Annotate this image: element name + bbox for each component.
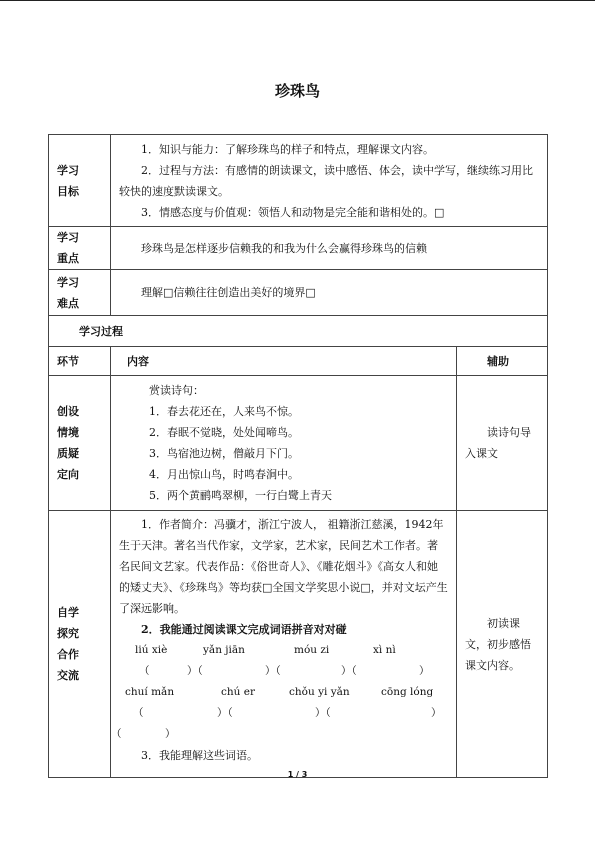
column-header-content: 内容 bbox=[111, 347, 457, 376]
task-pinyin: 2．我能通过阅读课文完成词语拼音对对碰 bbox=[141, 623, 347, 636]
poem-line: 4．月出惊山鸟，时鸣春涧中。 bbox=[149, 468, 299, 481]
goals-label: 学习 目标 bbox=[49, 135, 111, 227]
pinyin-row: chuí mǎn chú er chǒu yi yǎn cōng lóng bbox=[125, 686, 434, 698]
process-heading-row bbox=[49, 316, 548, 347]
process-heading: 学习过程 bbox=[49, 316, 548, 347]
goals-content bbox=[111, 135, 548, 227]
blank-row: （ ） bbox=[111, 728, 176, 740]
poem-line: 2．春眠不觉晓，处处闻啼鸟。 bbox=[149, 426, 299, 439]
stage-row-intro bbox=[49, 376, 548, 511]
stage-row-explore bbox=[49, 511, 548, 778]
stage2-content bbox=[111, 511, 457, 778]
poem-line: 1．春去花还在，人来鸟不惊。 bbox=[149, 405, 299, 418]
blank-row: （ ）（ ）（ ）（ ） bbox=[139, 665, 430, 677]
page-number: 1 / 3 bbox=[287, 770, 308, 779]
column-header-row bbox=[49, 347, 548, 376]
difficulties-label: 学习 难点 bbox=[49, 270, 111, 316]
column-header-aid: 辅助 bbox=[457, 347, 548, 376]
poem-line: 5．两个黄鹂鸣翠柳，一行白鹭上青天 bbox=[149, 489, 332, 502]
stage2-label: 自学 探究 合作 交流 bbox=[49, 511, 111, 778]
difficulties-row bbox=[49, 270, 548, 316]
blank-row: （ ）（ ）（ ） bbox=[133, 707, 442, 719]
goal-item: 1．知识与能力：了解珍珠鸟的样子和特点，理解课文内容。 bbox=[141, 142, 434, 156]
stage1-label: 创设 情境 质疑 定向 bbox=[49, 376, 111, 511]
author-intro: 1．作者简介：冯骥才，浙江宁波人， 祖籍浙江慈溪，1942年生于天津。著名当代作家，文学家，艺术家，民间艺术工作者。著名民间文艺家。代表作品：《俗世奇人》、《雕花烟斗》《高女人和她的矮丈夫》、《珍珠鸟》等均获□全国文学奖思小说□，并对文坛产生了深远影响。 bbox=[119, 518, 448, 615]
key-points-row bbox=[49, 227, 548, 270]
pinyin-row: liú xiè yǎn jiān móu zi xì nì bbox=[135, 644, 396, 656]
goals-row bbox=[49, 135, 548, 227]
stage2-aid: 初读课文，初步感悟课文内容。 bbox=[457, 511, 548, 778]
task-vocabulary: 3．我能理解这些词语。 bbox=[141, 749, 258, 762]
header-rule bbox=[0, 0, 595, 1]
key-points-content: 珍珠鸟是怎样逐步信赖我的和我为什么会赢得珍珠鸟的信赖 bbox=[111, 227, 548, 270]
lesson-plan-table bbox=[48, 134, 548, 778]
stage1-aid: 读诗句导入课文 bbox=[457, 376, 548, 511]
goal-item: 3．情感态度与价值观：领悟人和动物是完全能和谐相处的。□ bbox=[141, 205, 445, 219]
difficulties-content: 理解□信赖往往创造出美好的境界□ bbox=[111, 270, 548, 316]
document-title: 珍珠鸟 bbox=[274, 82, 320, 100]
goal-item: 2．过程与方法：有感情的朗读课文，读中感悟、体会，读中学写，继续练习用比较快的速度默读课文。 bbox=[119, 163, 533, 198]
column-header-stage: 环节 bbox=[49, 347, 111, 376]
stage1-content: 赏读诗句： 1．春去花还在，人来鸟不惊。 2．春眠不觉晓，处处闻啼鸟。 3．鸟宿池边树，僧敲月下门。 4．月出惊山鸟，时鸣春涧中。 5．两个黄鹂鸣翠柳，一行白鹭上青天 bbox=[111, 376, 457, 511]
poem-line: 3．鸟宿池边树，僧敲月下门。 bbox=[149, 447, 299, 460]
key-points-label: 学习 重点 bbox=[49, 227, 111, 270]
